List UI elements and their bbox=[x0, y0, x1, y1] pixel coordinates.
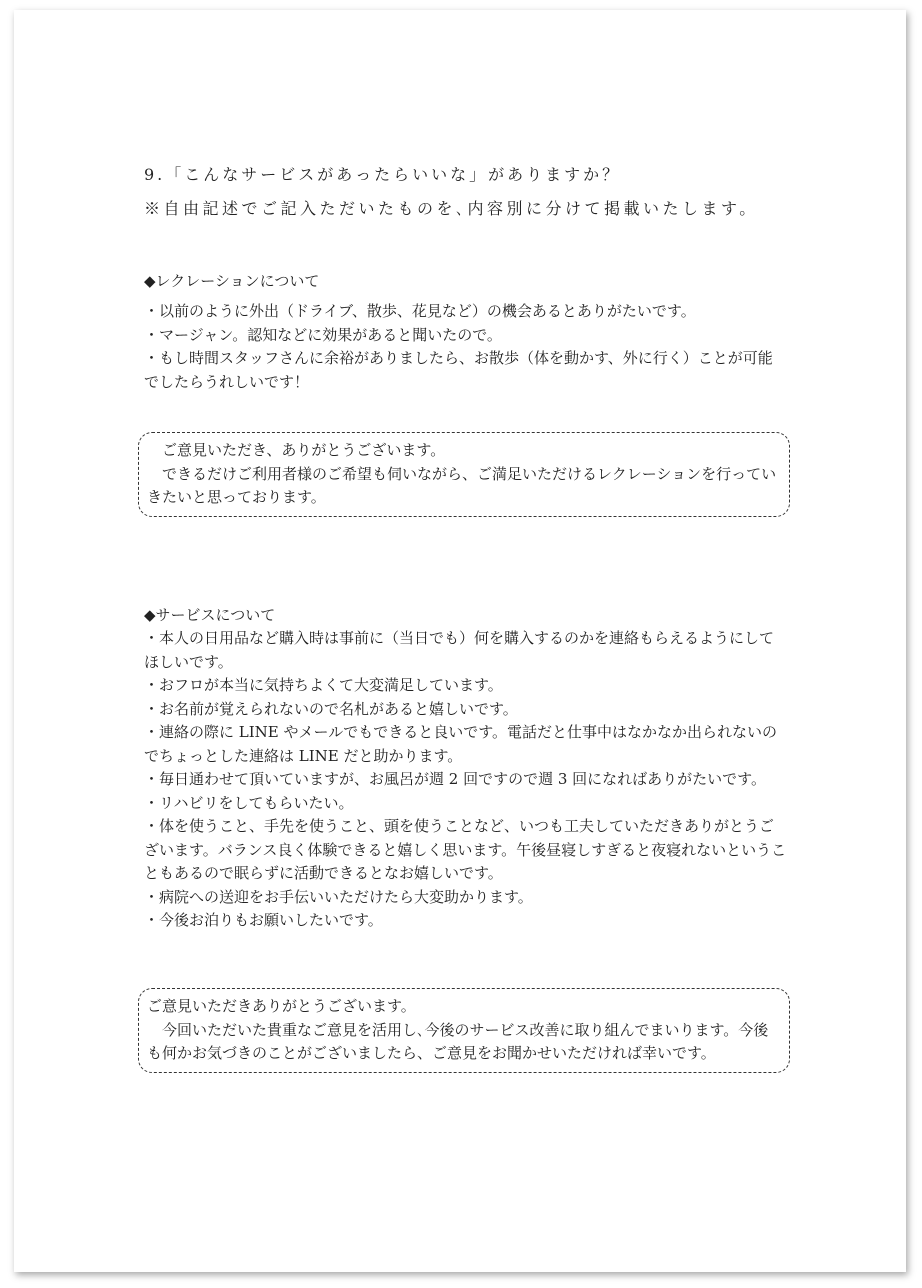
comment-item: ・リハビリをしてもらいたい。 bbox=[144, 793, 354, 812]
comment-item: ・お名前が覚えられないので名札があると嬉しいです。 bbox=[144, 699, 518, 718]
comment-item: ・今後お泊りもお願いしたいです。 bbox=[144, 911, 383, 929]
comment-item: ・もし時間スタッフさんに余裕がありましたら、お散歩（体を動かす、外に行く）ことが可能でしたらうれしいです！ bbox=[144, 349, 773, 391]
recreation-comments bbox=[144, 300, 787, 394]
section-heading-service: ◆サービスについて bbox=[144, 606, 276, 624]
comment-item: ・マージャン。認知などに効果があると聞いたので。 bbox=[144, 325, 502, 344]
service-reply-box bbox=[138, 988, 790, 1073]
reply-line: できるだけご利用者様のご希望も伺いながら、ご満足いただけるレクレーションを行っていきたいと思っております。 bbox=[147, 464, 777, 506]
comment-item: ・体を使うこと、手先を使うこと、頭を使うことなど、いつも工夫していただきありがとうございます。バランス良く体験できると嬉しく思います。午後昼寝しすぎると夜寝れないということもあるので眠らずに活動できるとなお嬉しいです。 bbox=[144, 817, 787, 882]
service-comments bbox=[144, 627, 787, 933]
reply-line: ご意見いただき、ありがとうございます。 bbox=[147, 441, 446, 459]
comment-item: ・おフロが本当に気持ちよくて大変満足しています。 bbox=[144, 676, 503, 694]
reply-line: ご意見いただきありがとうございます。 bbox=[147, 997, 416, 1015]
comment-item: ・病院への送迎をお手伝いいただけたら大変助かります。 bbox=[144, 887, 533, 906]
question-note: ※自由記述でご記入ただいたものを､内容別に分けて掲載いたします。 bbox=[144, 199, 759, 218]
section-heading-recreation: ◆レクレーションについて bbox=[144, 272, 320, 290]
recreation-reply-box bbox=[138, 432, 790, 517]
comment-item: ・本人の日用品など購入時は事前に（当日でも）何を購入するのかを連絡もらえるようにしてほしいです。 bbox=[144, 629, 775, 671]
comment-item: ・毎日通わせて頂いていますが、お風呂が週 2 回ですので週 3 回になればありがたいです。 bbox=[144, 770, 766, 788]
question-title: 9.「こんなサービスがあったらいいな」がありますか？ bbox=[144, 165, 622, 184]
comment-item: ・連絡の際に LINE やメールでもできると良いです。電話だと仕事中はなかなか出られないのでちょっとした連絡は LINE だと助かります。 bbox=[144, 723, 778, 765]
comment-item: ・以前のように外出（ドライブ、散歩、花見など）の機会あるとありがたいです。 bbox=[144, 302, 696, 320]
reply-line: 今回いただいた貴重なご意見を活用し､今後のサービス改善に取り組んでまいります。今後も何かお気づきのことがございましたら、ご意見をお聞かせいただければ幸いです。 bbox=[147, 1020, 769, 1062]
document-page bbox=[14, 10, 906, 1272]
